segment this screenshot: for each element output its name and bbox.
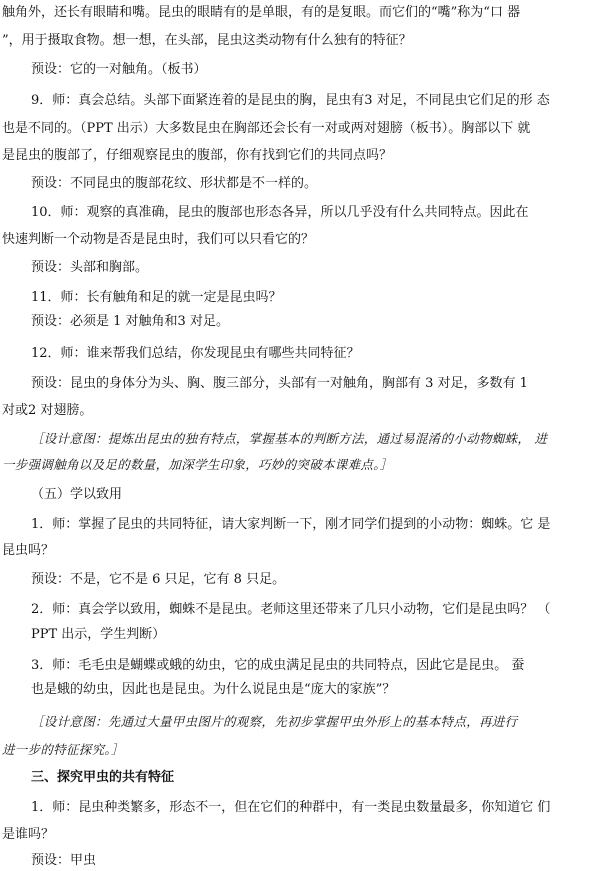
text-line: 3．师：毛毛虫是蝴蝶或蛾的幼虫，它的成虫满足昆虫的共同特点，因此它是昆虫。 蚕 bbox=[31, 658, 525, 673]
text-line: 也是蛾的幼虫，因此也是昆虫。为什么说昆虫是“庞大的家族”？ bbox=[31, 682, 396, 697]
text-line: 快速判断一个动物是否是昆虫时，我们可以只看它的？ bbox=[2, 232, 315, 247]
text-line: 11．师：长有触角和足的就一定是昆虫吗？ bbox=[31, 290, 282, 305]
text-line: PPT 出示，学生判断） bbox=[31, 627, 166, 642]
text-line: 触角外，还长有眼睛和嘴。昆虫的眼睛有的是单眼，有的是复眼。而它们的“嘴”称为“口 器 bbox=[2, 5, 521, 20]
section-heading: （五）学以致用 bbox=[31, 487, 123, 502]
text-line: 是昆虫的腹部了，仔细观察昆虫的腹部，你有找到它们的共同点吗？ bbox=[2, 148, 393, 163]
text-line: 预设：必须是 1 对触角和3 对足。 bbox=[31, 314, 229, 329]
design-intent-note: ［设计意图：先通过大量甲虫图片的观察，先初步掌握甲虫外形上的基本特点，再进行 bbox=[31, 714, 518, 729]
text-line: 预设：它的一对触角。（板书） bbox=[31, 62, 207, 77]
section-heading: 三、探究甲虫的共有特征 bbox=[31, 770, 175, 785]
design-intent-note: 进一步的特征探究。］ bbox=[2, 742, 124, 757]
text-line: 预设：头部和胸部。 bbox=[31, 260, 149, 275]
text-line: ”，用于摄取食物。想一想，在头部，昆虫这类动物有什么独有的特征？ bbox=[2, 33, 412, 48]
text-line: 12．师：谁来帮我们总结，你发现昆虫有哪些共同特征？ bbox=[31, 346, 360, 361]
text-line: 也是不同的。（PPT 出示）大多数昆虫在胸部还会长有一对或两对翅膀（板书）。胸部以下 就 bbox=[2, 121, 531, 136]
text-line: 预设：不同昆虫的腹部花纹、形状都是不一样的。 bbox=[31, 176, 318, 191]
text-line: 1．师：掌握了昆虫的共同特征，请大家判断一下，刚才同学们提到的小动物：蜘蛛。它 是 bbox=[31, 517, 551, 532]
text-line: 对或2 对翅膀。 bbox=[2, 403, 93, 418]
text-line: 1．师：昆虫种类繁多，形态不一，但在它们的种群中，有一类昆虫数量最多，你知道它 们 bbox=[31, 800, 551, 815]
text-line: 是谁吗？ bbox=[2, 827, 55, 842]
design-intent-note: 一步强调触角以及足的数量，加深学生印象，巧妙的突破本课难点。］ bbox=[2, 457, 393, 472]
text-line: 2．师：真会学以致用，蜘蛛不是昆虫。老师这里还带来了几只小动物，它们是昆虫吗？ （ bbox=[31, 602, 551, 617]
text-line: 预设：不是，它不是 6 只足，它有 8 只足。 bbox=[31, 572, 286, 587]
text-line: 10．师：观察的真准确，昆虫的腹部也形态各异，所以几乎没有什么共同特点。因此在 bbox=[31, 205, 529, 220]
text-line: 昆虫吗？ bbox=[2, 543, 55, 558]
text-line: 预设：甲虫 bbox=[31, 853, 97, 868]
text-line: 预设：昆虫的身体分为头、胸、腹三部分，头部有一对触角，胸部有 3 对足，多数有 1 bbox=[31, 376, 528, 391]
text-line: 9．师：真会总结。头部下面紧连着的是昆虫的胸，昆虫有3 对足，不同昆虫它们足的形 态 bbox=[31, 93, 550, 108]
design-intent-note: ［设计意图：提炼出昆虫的独有特点，掌握基本的判断方法，通过易混淆的小动物蜘蛛， 进 bbox=[31, 431, 548, 446]
